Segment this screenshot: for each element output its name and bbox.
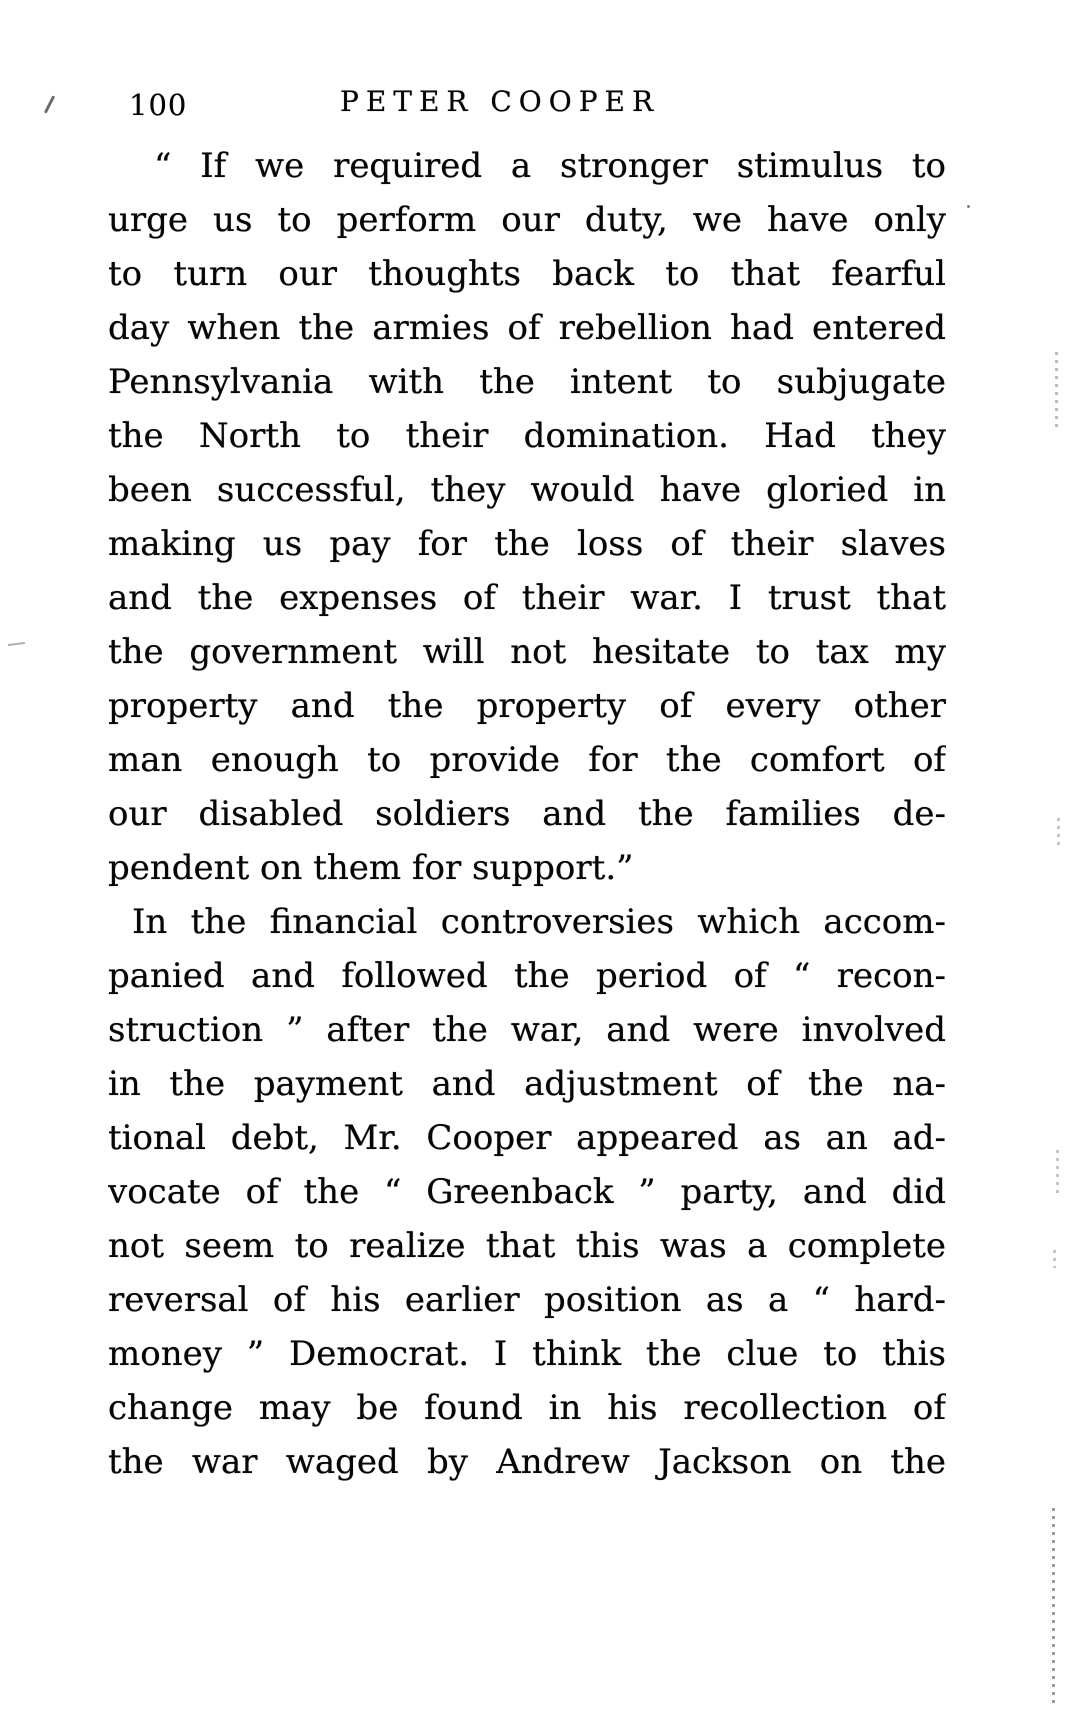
text-line: In the financial controversies which accom-	[132, 902, 946, 942]
text-line: the war waged by Andrew Jackson on the	[108, 1442, 946, 1482]
text-line: in the payment and adjustment of the na-	[108, 1064, 946, 1104]
text-line: not seem to realize that this was a complete	[108, 1226, 946, 1266]
margin-mark	[8, 642, 25, 646]
text-line: “ If we required a stronger stimulus to	[154, 146, 946, 186]
text-line: day when the armies of rebellion had entered	[108, 308, 946, 348]
ink-speck	[967, 205, 970, 208]
pen-mark	[44, 95, 55, 113]
scan-noise	[1056, 1150, 1059, 1194]
body-text	[108, 139, 946, 1489]
text-line: to turn our thoughts back to that fearful	[108, 254, 946, 294]
text-line: panied and followed the period of “ recon-	[108, 956, 946, 996]
scan-noise	[1053, 1250, 1056, 1268]
text-line: the government will not hesitate to tax my	[108, 632, 946, 672]
text-line: reversal of his earlier position as a “ hard-	[108, 1280, 946, 1320]
text-line: and the expenses of their war. I trust that	[108, 578, 946, 618]
text-line: struction ” after the war, and were involved	[108, 1010, 946, 1050]
page-number: 100	[129, 88, 188, 122]
text-line: pendent on them for support.”	[108, 848, 634, 888]
text-line: money ” Democrat. I think the clue to this	[108, 1334, 946, 1374]
text-line: change may be found in his recollection of	[108, 1388, 946, 1428]
running-header: PETER COOPER	[340, 85, 661, 118]
text-line: man enough to provide for the comfort of	[108, 740, 946, 780]
scan-noise	[1057, 818, 1060, 850]
text-line: been successful, they would have gloried in	[108, 470, 946, 510]
scan-noise	[1055, 352, 1058, 432]
text-line: Pennsylvania with the intent to subjugate	[108, 362, 946, 402]
text-line: vocate of the “ Greenback ” party, and did	[108, 1172, 946, 1212]
text-line: tional debt, Mr. Cooper appeared as an ad-	[108, 1118, 946, 1158]
text-line: the North to their domination. Had they	[108, 416, 946, 456]
text-line: urge us to perform our duty, we have only	[108, 200, 946, 240]
text-line: making us pay for the loss of their slaves	[108, 524, 946, 564]
scan-noise	[1052, 1508, 1055, 1706]
text-line: our disabled soldiers and the families de-	[108, 794, 946, 834]
text-line: property and the property of every other	[108, 686, 946, 726]
